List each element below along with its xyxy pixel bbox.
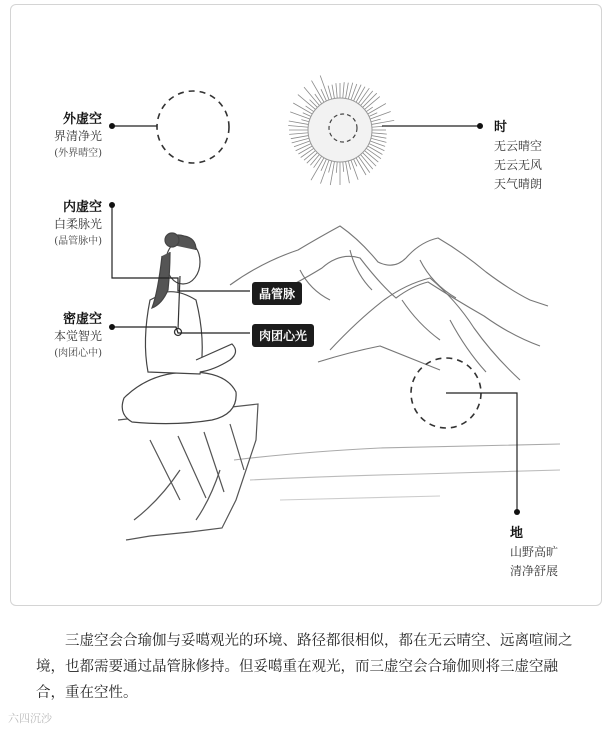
sun-ray (367, 143, 384, 151)
cliff (118, 404, 258, 540)
inner-space-title: 内虚空 (62, 200, 102, 215)
sun-ray (336, 83, 338, 100)
mountains (230, 226, 560, 500)
sun-ray (304, 87, 321, 107)
outer-space-line1: 界清净光 (53, 129, 102, 143)
place-title: 地 (510, 526, 524, 541)
place-label (510, 524, 558, 581)
sun-ray (292, 138, 311, 143)
sun-ray (370, 133, 387, 135)
heart-light-tag: 肉团心光 (252, 324, 314, 347)
sun-ray (296, 143, 313, 151)
secret-space-label (40, 308, 102, 359)
sun-ray (290, 112, 312, 120)
sun-ray (350, 158, 358, 180)
sun-ray (345, 83, 348, 101)
crystal-channel-tag: 晶管脉 (252, 282, 302, 305)
watermark: 六四沉沙 (8, 712, 52, 725)
caption-text: 三虚空会合瑜伽与妥噶观光的环境、路径都很相似，都在无云晴空、远离喧闹之境，也都需要通过晶管脉修持。但妥噶重在观光，而三虚空会合瑜伽则将三虚空融合，重在空性。 (36, 633, 573, 701)
time-line2: 无云无风 (494, 158, 543, 172)
sun-ray (288, 126, 310, 128)
sun-disc (308, 98, 372, 162)
time-title: 时 (494, 120, 508, 135)
place-line1: 山野高旷 (510, 545, 559, 559)
secret-space-line1: 本觉智光 (53, 329, 102, 343)
secret-space-title: 密虚空 (62, 312, 102, 327)
inner-space-label (40, 196, 102, 247)
sun-ray (289, 133, 310, 135)
sun-ray (291, 135, 311, 139)
sun-ray (343, 82, 345, 100)
inner-space-line1: 白柔脉光 (53, 217, 102, 231)
outer-space-title: 外虚空 (62, 112, 102, 127)
time-line1: 无云晴空 (494, 139, 543, 153)
time-label (494, 118, 542, 194)
inner-space-line2: (晶管脉中) (54, 236, 102, 247)
sun-ray (298, 95, 317, 111)
outer-space-line2: (外界晴空) (54, 148, 102, 159)
place-line2: 清净舒展 (510, 564, 559, 578)
time-line3: 天气晴朗 (494, 177, 543, 191)
sun-ray (370, 135, 387, 138)
secret-space-line2: (肉团心中) (54, 348, 102, 359)
outer-space-circle (157, 91, 229, 163)
outer-space-label (40, 108, 102, 159)
